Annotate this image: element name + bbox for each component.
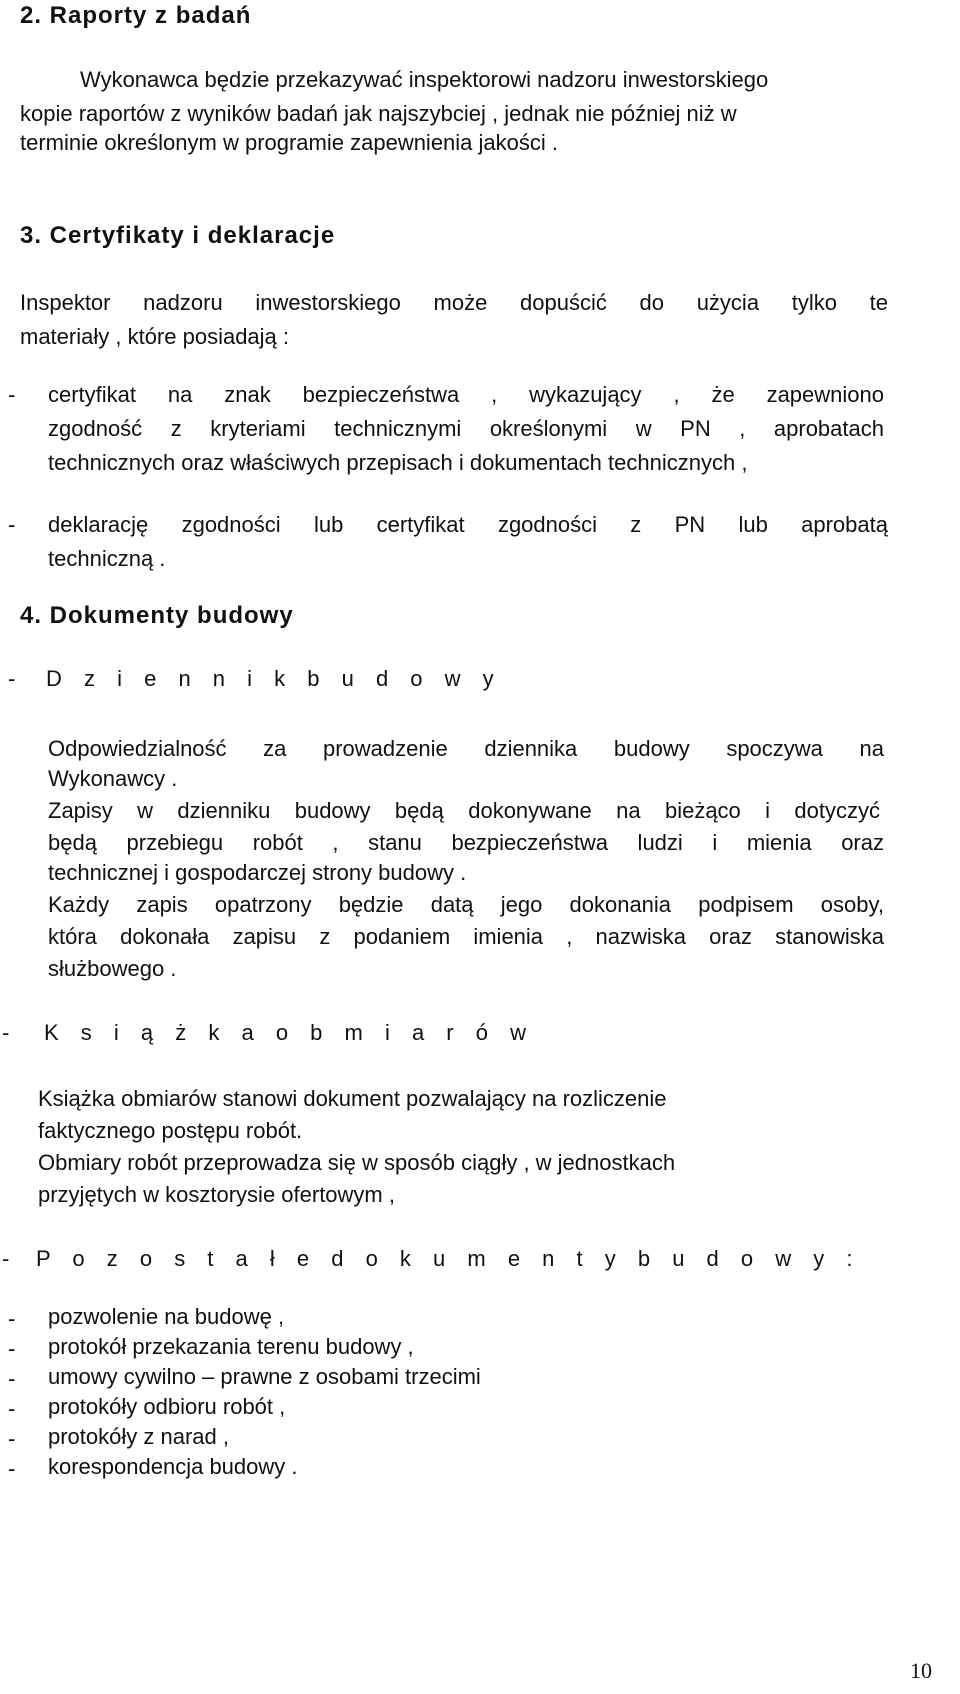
list-item: umowy cywilno – prawne z osobami trzecimi	[48, 1364, 481, 1389]
list-item: korespondencja budowy .	[48, 1454, 298, 1479]
list-item-line: deklarację zgodności lub certyfikat zgodności z PN lub aprobatą	[48, 512, 888, 537]
subheading-pozostale: P o z o s t a ł e d o k u m e n t y b u d o w y :	[36, 1246, 861, 1271]
paragraph-line: Zapisy w dzienniku budowy będą dokonywane na bieżąco i dotyczyć	[48, 798, 880, 823]
subheading-dziennik: D z i e n n i k b u d o w y	[46, 666, 502, 691]
list-dash: -	[2, 1020, 10, 1045]
list-item: pozwolenie na budowę ,	[48, 1304, 285, 1329]
list-item-line: certyfikat na znak bezpieczeństwa , wykazujący , że zapewniono	[48, 382, 884, 407]
list-item-line: zgodność z kryteriami technicznymi określonymi w PN , aprobatach	[48, 416, 884, 441]
list-dash: -	[8, 1306, 16, 1331]
page-number: 10	[910, 1658, 932, 1683]
section-4-title: 4. Dokumenty budowy	[20, 602, 294, 629]
paragraph-line: technicznej i gospodarczej strony budowy .	[48, 860, 467, 885]
list-dash: -	[8, 666, 16, 691]
list-dash: -	[8, 1396, 16, 1421]
list-item: protokóły odbioru robót ,	[48, 1394, 286, 1419]
paragraph-line: terminie określonym w programie zapewnienia jakości .	[20, 130, 559, 155]
paragraph-line: Książka obmiarów stanowi dokument pozwalający na rozliczenie	[38, 1086, 667, 1111]
paragraph-line: będą przebiegu robót , stanu bezpieczeństwa ludzi i mienia oraz	[48, 830, 884, 855]
paragraph-line: Obmiary robót przeprowadza się w sposób ciągły , w jednostkach	[38, 1150, 676, 1175]
paragraph-line: Wykonawca będzie przekazywać inspektorowi nadzoru inwestorskiego	[80, 67, 769, 92]
list-dash: -	[8, 1336, 16, 1361]
list-dash: -	[8, 382, 16, 407]
paragraph-line: Inspektor nadzoru inwestorskiego może dopuścić do użycia tylko te	[20, 290, 888, 315]
paragraph-line: Każdy zapis opatrzony będzie datą jego dokonania podpisem osoby,	[48, 892, 884, 917]
list-item-line: technicznych oraz właściwych przepisach i dokumentach technicznych ,	[48, 450, 748, 475]
paragraph-line: kopie raportów z wyników badań jak najszybciej , jednak nie później niż w	[20, 101, 737, 126]
paragraph-line: Odpowiedzialność za prowadzenie dziennika budowy spoczywa na	[48, 736, 884, 761]
list-dash: -	[8, 1426, 16, 1451]
subheading-ksiazka: K s i ą ż k a o b m i a r ó w	[44, 1020, 534, 1045]
section-3-title: 3. Certyfikaty i deklaracje	[20, 222, 336, 249]
list-item-line: techniczną .	[48, 546, 166, 571]
list-dash: -	[2, 1246, 10, 1271]
list-dash: -	[8, 1366, 16, 1391]
paragraph-line: przyjętych w kosztorysie ofertowym ,	[38, 1182, 395, 1207]
list-dash: -	[8, 512, 16, 537]
paragraph-line: faktycznego postępu robót.	[38, 1118, 303, 1143]
paragraph-line: służbowego .	[48, 956, 177, 981]
list-item: protokół przekazania terenu budowy ,	[48, 1334, 414, 1359]
list-dash: -	[8, 1456, 16, 1481]
paragraph-line: Wykonawcy .	[48, 766, 178, 791]
section-2-title: 2. Raporty z badań	[20, 2, 252, 29]
paragraph-line: materiały , które posiadają :	[20, 324, 290, 349]
list-item: protokóły z narad ,	[48, 1424, 229, 1449]
paragraph-line: która dokonała zapisu z podaniem imienia , nazwiska oraz stanowiska	[48, 924, 884, 949]
